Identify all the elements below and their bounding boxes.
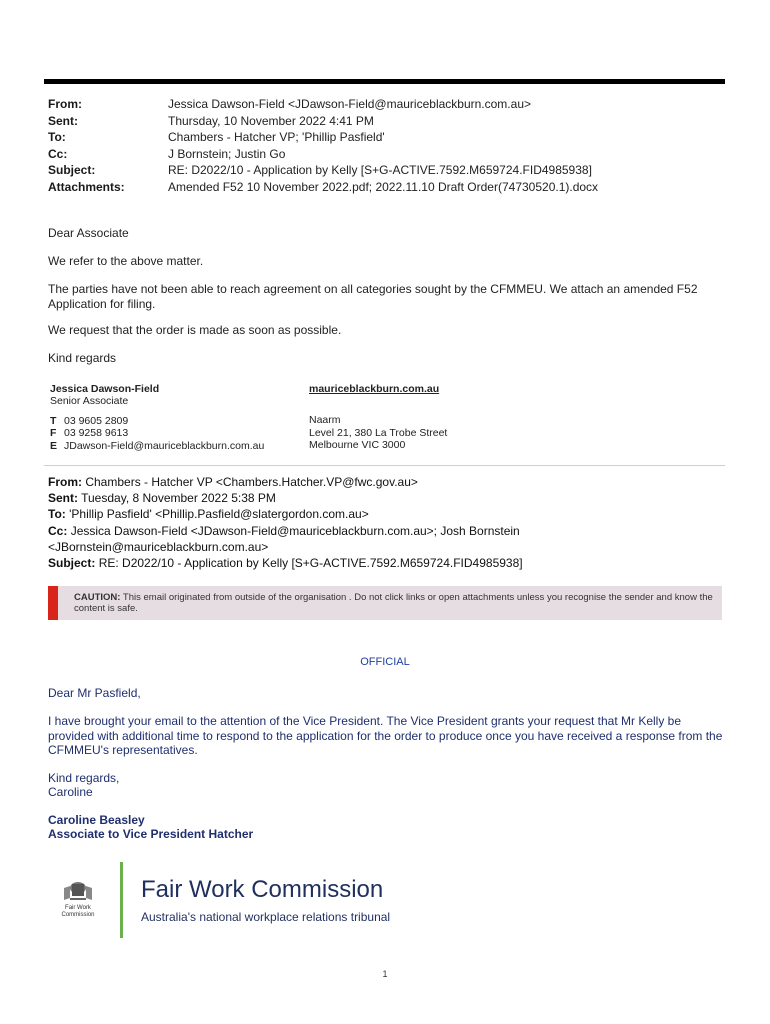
email-header <box>48 96 598 195</box>
logo-caption <box>50 905 106 919</box>
fwd-from-value: Chambers - Hatcher VP <Chambers.Hatcher.VP@fwc.gov.au> <box>85 475 418 489</box>
reply-signature-title: Associate to Vice President Hatcher <box>48 827 254 841</box>
phone-value: 03 9605 2809 <box>64 414 129 427</box>
signature-name: Jessica Dawson-Field <box>50 383 160 395</box>
header-cc-row <box>48 146 598 163</box>
fwd-cc-row-2: <JBornstein@mauriceblackburn.com.au> <box>48 539 269 554</box>
cc-label: Cc: <box>48 146 68 161</box>
fwd-cc-value: Jessica Dawson-Field <JDawson-Field@mauriceblackburn.com.au>; Josh Bornstein <box>70 523 520 538</box>
body-paragraph-2: The parties have not been able to reach agreement on all categories sought by the CFMMEU. We attach an amended F52 Application for filing. <box>48 282 698 311</box>
cc-value: J Bornstein; Justin Go <box>168 146 286 161</box>
reply-signature-name: Caroline Beasley <box>48 813 145 827</box>
reply-closing-2: Caroline <box>48 785 93 799</box>
reply-salutation: Dear Mr Pasfield, <box>48 686 141 700</box>
header-sent-row <box>48 113 598 130</box>
reply-closing <box>48 771 119 799</box>
fwd-sent-value: Tuesday, 8 November 2022 5:38 PM <box>81 491 276 506</box>
fwd-from-label: From: <box>48 475 82 489</box>
fwd-to-row <box>48 506 523 522</box>
fwc-subtitle: Australia's national workplace relations tribunal <box>141 910 391 924</box>
body-closing: Kind regards <box>48 351 117 365</box>
caution-text <box>74 592 714 614</box>
to-label: To: <box>48 130 66 144</box>
signature-phone <box>50 415 264 427</box>
subject-label: Subject: <box>48 163 96 177</box>
reply-paragraph: I have brought your email to the attention of the Vice President. The Vice President grants your request that Mr Kelly be provided with additional time to respond to the application for the order to produce once you have received a response from the CFMMEU's representatives. <box>48 714 723 757</box>
attachments-label: Attachments: <box>48 179 125 194</box>
signature-email <box>50 440 264 452</box>
email-value[interactable]: JDawson-Field@mauriceblackburn.com.au <box>64 439 265 452</box>
from-value: Jessica Dawson-Field <JDawson-Field@mauriceblackburn.com.au> <box>168 97 531 111</box>
address-line-3: Melbourne VIC 3000 <box>309 439 406 452</box>
body-paragraph-1: We refer to the above matter. <box>48 254 204 268</box>
signature-title: Senior Associate <box>50 395 129 408</box>
fwd-from-row <box>48 474 523 490</box>
fwd-sent-label: Sent: <box>48 491 78 506</box>
sent-value: Thursday, 10 November 2022 4:41 PM <box>168 113 374 128</box>
logo-caption-line-2: Commission <box>61 912 95 918</box>
forwarded-header <box>48 474 523 571</box>
header-attachments-row <box>48 179 598 196</box>
attachments-value[interactable]: Amended F52 10 November 2022.pdf; 2022.11.10 Draft Order(74730520.1).docx <box>168 179 599 194</box>
logo-divider <box>120 862 123 938</box>
fwd-cc-label: Cc: <box>48 523 68 538</box>
fwd-to-value: 'Phillip Pasfield' <Phillip.Pasfield@slatergordon.com.au> <box>69 507 369 522</box>
signature-block <box>50 383 264 452</box>
caution-message: This email originated from outside of the organisation . Do not click links or open attachments unless you recognise the sender and know the content is safe. <box>74 592 713 614</box>
subject-value: RE: D2022/10 - Application by Kelly [S+G-ACTIVE.7592.M659724.FID4985938] <box>168 163 592 177</box>
fwd-subject-value: RE: D2022/10 - Application by Kelly [S+G-ACTIVE.7592.M659724.FID4985938] <box>98 556 523 571</box>
header-subject-row <box>48 162 598 179</box>
address-line-2: Level 21, 380 La Trobe Street <box>309 426 448 439</box>
caution-label: CAUTION: <box>74 592 121 603</box>
caution-bar <box>48 586 58 620</box>
official-marking: OFFICIAL <box>360 656 410 668</box>
fwd-subject-label: Subject: <box>48 556 96 571</box>
address-line-1: Naarm <box>309 414 341 427</box>
page-number: 1 <box>382 969 388 979</box>
email-divider <box>44 465 725 466</box>
fax-value: 03 9258 9613 <box>64 427 129 440</box>
header-from-row <box>48 96 598 113</box>
phone-label: T <box>50 414 57 427</box>
fwd-to-label: To: <box>48 507 66 522</box>
body-paragraph-3: We request that the order is made as soon as possible. <box>48 323 342 337</box>
fwd-sent-row <box>48 490 523 506</box>
signature-fax <box>50 427 264 439</box>
fax-label: F <box>50 427 57 440</box>
from-label: From: <box>48 97 82 111</box>
to-value: Chambers - Hatcher VP; 'Phillip Pasfield' <box>168 130 385 144</box>
signature-firm-block <box>309 383 447 452</box>
top-rule <box>44 79 725 84</box>
fwd-subject-row <box>48 555 523 571</box>
firm-website-link[interactable]: mauriceblackburn.com.au <box>309 383 440 395</box>
logo-caption-line-1: Fair Work <box>65 905 91 911</box>
body-salutation: Dear Associate <box>48 226 129 240</box>
header-to-row <box>48 129 598 146</box>
sent-label: Sent: <box>48 113 78 128</box>
email-label: E <box>50 439 58 452</box>
fwc-title: Fair Work Commission <box>141 876 384 903</box>
fwd-cc-row <box>48 523 523 539</box>
reply-signature <box>48 813 253 841</box>
reply-closing-1: Kind regards, <box>48 771 120 785</box>
caution-banner <box>48 586 722 620</box>
